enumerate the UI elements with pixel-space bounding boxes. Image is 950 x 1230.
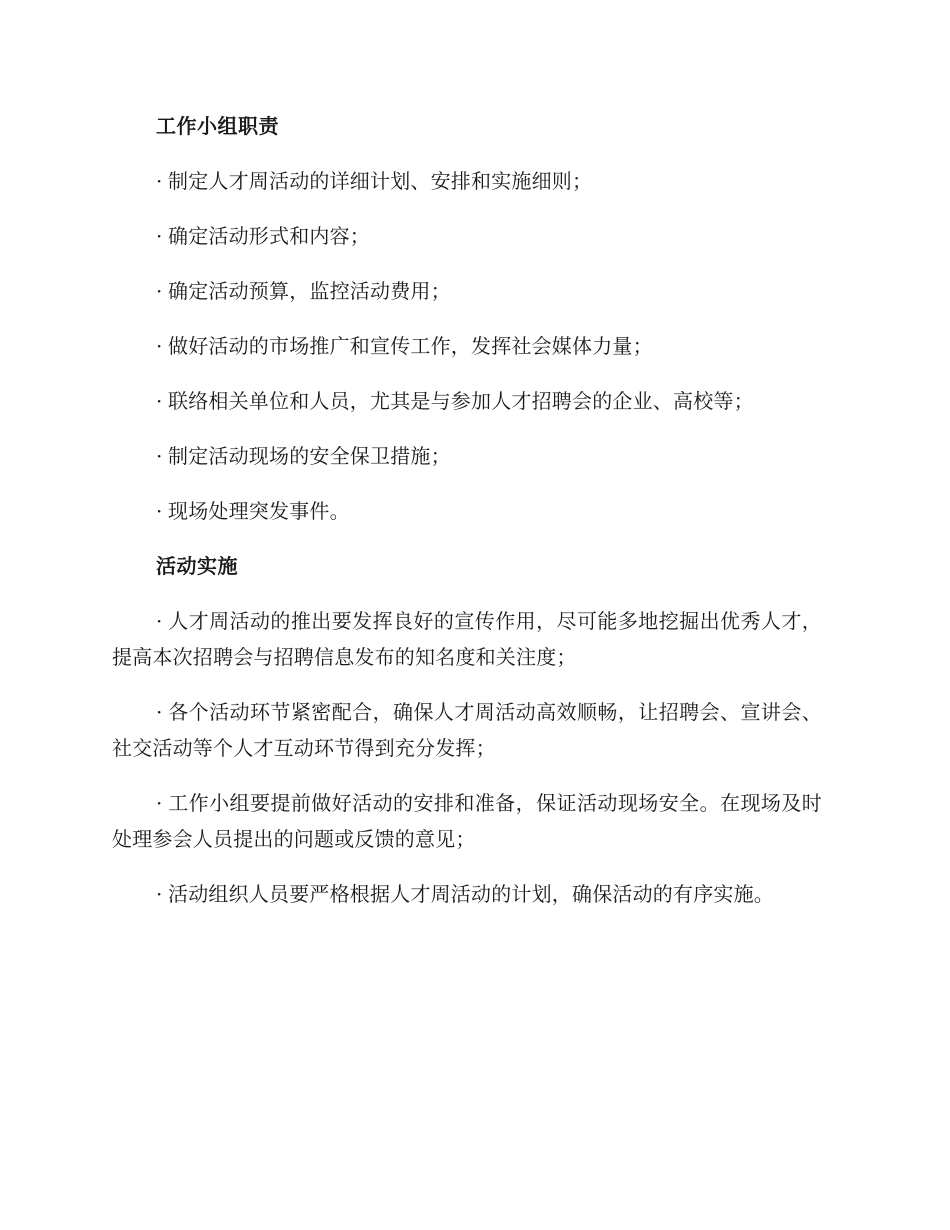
paragraph-text: 工作小组要提前做好活动的安排和准备，保证活动现场安全。在现场及时处理参会人员提出的问题或反馈的意见；: [112, 791, 822, 851]
bullet-glyph: ·: [156, 224, 163, 248]
bullet-glyph: ·: [156, 279, 163, 303]
list-item-text: 做好活动的市场推广和宣传工作，发挥社会媒体力量；: [168, 334, 653, 358]
paragraph: [112, 876, 822, 912]
bullet-glyph: ·: [156, 609, 163, 633]
paragraph: [112, 603, 822, 675]
paragraph-text: 活动组织人员要严格根据人才周活动的计划，确保活动的有序实施。: [168, 882, 774, 906]
list-item: [112, 383, 822, 419]
list-item-text: 制定人才周活动的详细计划、安排和实施细则；: [168, 169, 593, 193]
list-item: [112, 273, 822, 309]
section-heading-responsibilities: 工作小组职责: [156, 114, 279, 138]
paragraph-text: 各个活动环节紧密配合，确保人才周活动高效顺畅，让招聘会、宣讲会、社交活动等个人才互动环节得到充分发挥；: [112, 700, 822, 760]
list-item: [112, 493, 822, 529]
list-item: [112, 438, 822, 474]
list-item: [112, 163, 822, 199]
section-heading-implementation: 活动实施: [156, 554, 238, 578]
bullet-glyph: ·: [156, 882, 163, 906]
list-item-text: 联络相关单位和人员，尤其是与参加人才招聘会的企业、高校等；: [168, 389, 754, 413]
list-item-text: 确定活动预算，监控活动费用；: [168, 279, 451, 303]
list-item-text: 确定活动形式和内容；: [168, 224, 370, 248]
bullet-glyph: ·: [156, 700, 163, 724]
list-item-text: 制定活动现场的安全保卫措施；: [168, 444, 451, 468]
bullet-glyph: ·: [156, 791, 163, 815]
list-item: [112, 218, 822, 254]
paragraph: [112, 694, 822, 766]
bullet-glyph: ·: [156, 444, 163, 468]
bullet-glyph: ·: [156, 334, 163, 358]
paragraph: [112, 785, 822, 857]
document-page: [112, 108, 822, 931]
bullet-glyph: ·: [156, 169, 163, 193]
bullet-glyph: ·: [156, 499, 163, 523]
list-item-text: 现场处理突发事件。: [168, 499, 350, 523]
paragraph-text: 人才周活动的推出要发挥良好的宣传作用，尽可能多地挖掘出优秀人才，提高本次招聘会与招聘信息发布的知名度和关注度；: [112, 609, 822, 669]
bullet-glyph: ·: [156, 389, 163, 413]
list-item: [112, 328, 822, 364]
